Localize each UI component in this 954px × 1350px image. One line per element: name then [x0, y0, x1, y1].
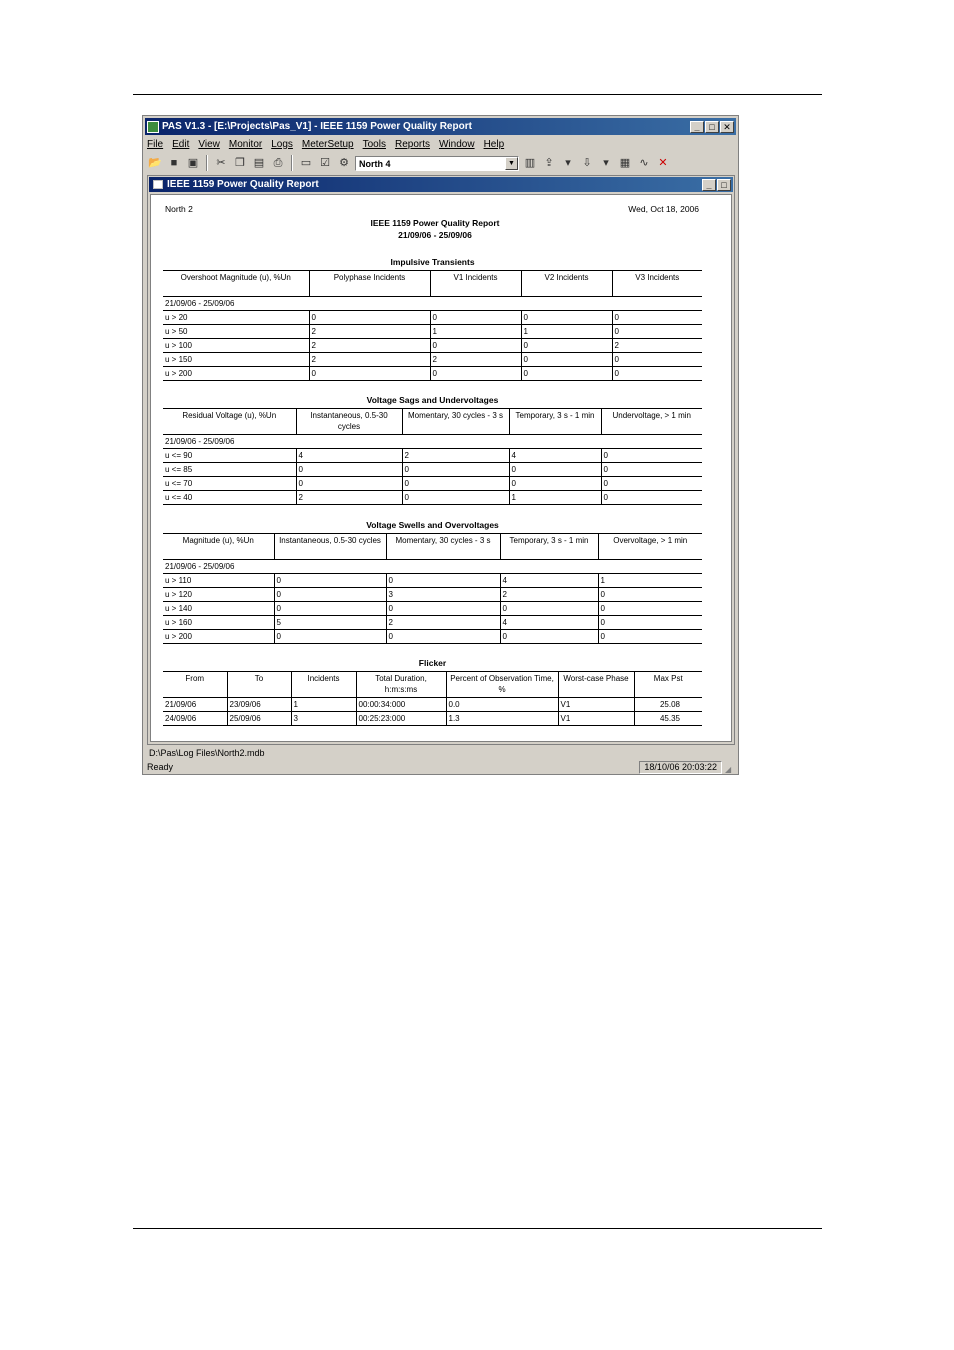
report-site: North 2: [165, 204, 193, 214]
table-cell: 2: [309, 353, 430, 367]
table-cell: 3: [291, 712, 356, 726]
column-header: Worst-case Phase: [558, 672, 634, 698]
table-cell: 0: [274, 574, 386, 588]
table-cell: 0: [296, 463, 402, 477]
table-row: [163, 698, 702, 712]
table-cell: 1: [291, 698, 356, 712]
table-cell: 0: [274, 630, 386, 644]
chart-icon[interactable]: ▦: [619, 156, 631, 169]
table-cell: 0: [402, 477, 509, 491]
flicker-title: Flicker: [418, 658, 447, 668]
menu-metersetup[interactable]: MeterSetup: [301, 138, 354, 150]
report-child-window: [147, 175, 735, 745]
table-cell: 0: [598, 616, 702, 630]
column-header: Percent of Observation Time, %: [446, 672, 558, 698]
column-header: To: [227, 672, 291, 698]
table-row: [163, 712, 702, 726]
table-cell: 2: [500, 588, 598, 602]
sags-title: Voltage Sags and Undervoltages: [366, 395, 499, 405]
column-header: V2 Incidents: [521, 271, 612, 297]
table-cell: 1: [509, 491, 601, 505]
table-cell: 2: [296, 491, 402, 505]
column-header: Momentary, 30 cycles - 3 s: [386, 534, 500, 560]
toolbar: [147, 153, 734, 173]
table-row: [163, 574, 702, 588]
table-row: [163, 588, 702, 602]
table-cell: 0: [500, 602, 598, 616]
table-cell: u > 120: [163, 588, 274, 602]
cut-icon[interactable]: ✂: [216, 156, 226, 169]
swells-title: Voltage Swells and Overvoltages: [366, 520, 499, 530]
table-cell: 21/09/06: [163, 698, 227, 712]
table-cell: 4: [500, 574, 598, 588]
report-title: IEEE 1159 Power Quality Report: [370, 218, 500, 228]
table-cell: 0: [500, 630, 598, 644]
table-cell: 0: [601, 449, 702, 463]
table-cell: 3: [386, 588, 500, 602]
site-selector-value: North 4: [359, 158, 391, 169]
table-cell: 0: [612, 311, 702, 325]
table-cell: 0: [612, 325, 702, 339]
file-path-bar: D:\Pas\Log Files\North2.mdb: [149, 748, 265, 758]
table-cell: V1: [558, 698, 634, 712]
table-cell: 1: [521, 325, 612, 339]
table-cell: 2: [309, 339, 430, 353]
connect-icon[interactable]: ⚙: [339, 156, 349, 169]
impulsive-title: Impulsive Transients: [390, 257, 475, 267]
column-header: Momentary, 30 cycles - 3 s: [402, 409, 509, 435]
table-cell: u <= 40: [163, 491, 296, 505]
table-cell: 00:00:34:000: [356, 698, 446, 712]
table-cell: u > 160: [163, 616, 274, 630]
table-row: [163, 339, 702, 353]
chevron-down-icon[interactable]: ▼: [505, 157, 518, 170]
menu-file[interactable]: File: [147, 138, 164, 150]
app-icon: [147, 121, 159, 133]
table-cell: 0: [601, 477, 702, 491]
table-cell: 0: [430, 311, 521, 325]
menu-tools[interactable]: Tools: [362, 138, 386, 150]
toolbar-separator: [206, 155, 208, 171]
column-header: V1 Incidents: [430, 271, 521, 297]
column-header: Residual Voltage (u), %Un: [163, 409, 296, 435]
upload-icon[interactable]: ⇪: [544, 156, 554, 169]
table-cell: 25/09/06: [227, 712, 291, 726]
column-header: Polyphase Incidents: [309, 271, 430, 297]
report-date: Wed, Oct 18, 2006: [628, 204, 699, 214]
table-cell: u <= 85: [163, 463, 296, 477]
table-row: [163, 353, 702, 367]
table-cell: 0: [598, 630, 702, 644]
table-cell: 0: [521, 339, 612, 353]
save-icon[interactable]: ■: [170, 156, 178, 169]
table-cell: 0: [612, 367, 702, 381]
table-cell: 2: [430, 353, 521, 367]
table-cell: u > 50: [163, 325, 309, 339]
column-header: V3 Incidents: [612, 271, 702, 297]
table-row: [163, 477, 702, 491]
table-cell: u > 100: [163, 339, 309, 353]
column-header: Undervoltage, > 1 min: [601, 409, 702, 435]
table-cell: 0: [274, 588, 386, 602]
report-content[interactable]: [150, 194, 732, 742]
close-button[interactable]: ✕: [720, 121, 734, 133]
toolbar-separator: [291, 155, 293, 171]
table-row: [163, 616, 702, 630]
table-cell: 0: [601, 463, 702, 477]
table-row: [163, 367, 702, 381]
status-text: Ready: [147, 762, 174, 772]
table-cell: 1: [430, 325, 521, 339]
table-cell: 5: [274, 616, 386, 630]
table-cell: 0: [402, 463, 509, 477]
table-view-icon[interactable]: ▥: [524, 156, 536, 169]
table-cell: 25.08: [634, 698, 702, 712]
table-row: [163, 491, 702, 505]
page-bottom-rule: [133, 1228, 822, 1229]
table-cell: 0: [521, 353, 612, 367]
menu-logs[interactable]: Logs: [271, 138, 293, 150]
table-cell: 1: [598, 574, 702, 588]
document-icon: [153, 180, 163, 189]
column-header: Temporary, 3 s - 1 min: [509, 409, 601, 435]
table-row: [163, 311, 702, 325]
period-cell: 21/09/06 - 25/09/06: [163, 560, 702, 574]
child-minimize-button[interactable]: _: [702, 179, 716, 191]
table-row: [163, 325, 702, 339]
app-title: PAS V1.3 - [E:\Projects\Pas_V1] - IEEE 1159 Power Quality Report: [162, 121, 472, 132]
table-cell: 0: [601, 491, 702, 505]
table-cell: 0: [296, 477, 402, 491]
export-icon[interactable]: ▭: [300, 156, 312, 169]
menu-reports[interactable]: Reports: [394, 138, 430, 150]
swells-table: [163, 533, 702, 644]
table-cell: 24/09/06: [163, 712, 227, 726]
table-cell: u <= 70: [163, 477, 296, 491]
table-cell: V1: [558, 712, 634, 726]
app-titlebar[interactable]: [145, 118, 736, 135]
table-cell: u > 110: [163, 574, 274, 588]
paste-icon[interactable]: ▤: [253, 156, 265, 169]
table-cell: 0: [402, 491, 509, 505]
menu-edit[interactable]: Edit: [172, 138, 190, 150]
table-cell: 00:25:23:000: [356, 712, 446, 726]
menu-window[interactable]: Window: [438, 138, 475, 150]
open-folder-icon[interactable]: 📂: [148, 156, 162, 169]
table-row: [163, 630, 702, 644]
table-cell: 0: [612, 353, 702, 367]
table-cell: 0: [521, 311, 612, 325]
table-cell: 2: [386, 616, 500, 630]
column-header: Instantaneous, 0.5-30 cycles: [274, 534, 386, 560]
table-cell: 0: [309, 311, 430, 325]
column-header: Total Duration, h:m:s:ms: [356, 672, 446, 698]
sags-table: [163, 408, 702, 505]
column-header: Max Pst: [634, 672, 702, 698]
dropdown-arrow-icon[interactable]: ▾: [603, 156, 609, 169]
child-title: IEEE 1159 Power Quality Report: [167, 179, 319, 190]
minimize-button[interactable]: _: [690, 121, 704, 133]
column-header: Magnitude (u), %Un: [163, 534, 274, 560]
table-cell: 2: [612, 339, 702, 353]
table-cell: 2: [309, 325, 430, 339]
table-cell: u > 140: [163, 602, 274, 616]
menu-help[interactable]: Help: [483, 138, 505, 150]
column-header: Instantaneous, 0.5-30 cycles: [296, 409, 402, 435]
menu-view[interactable]: View: [198, 138, 220, 150]
table-cell: 4: [296, 449, 402, 463]
menu-monitor[interactable]: Monitor: [228, 138, 263, 150]
column-header: Overvoltage, > 1 min: [598, 534, 702, 560]
waveform-icon[interactable]: ∿: [639, 156, 649, 169]
table-cell: u <= 90: [163, 449, 296, 463]
copy-icon[interactable]: ❐: [235, 156, 245, 169]
table-cell: 0: [598, 602, 702, 616]
dropdown-arrow-icon[interactable]: ▾: [565, 156, 571, 169]
table-cell: 2: [402, 449, 509, 463]
flicker-table: [163, 671, 702, 726]
print-icon[interactable]: ⎙: [273, 156, 283, 169]
table-cell: 45.35: [634, 712, 702, 726]
report-title-block: [151, 217, 719, 241]
table-cell: u > 200: [163, 630, 274, 644]
table-cell: 4: [500, 616, 598, 630]
properties-icon[interactable]: ☑: [320, 156, 330, 169]
table-cell: 0: [509, 477, 601, 491]
table-cell: u > 200: [163, 367, 309, 381]
status-bar: [145, 760, 736, 774]
child-titlebar[interactable]: [149, 177, 733, 192]
table-cell: 0: [430, 367, 521, 381]
table-cell: 0: [309, 367, 430, 381]
column-header: From: [163, 672, 227, 698]
table-cell: u > 150: [163, 353, 309, 367]
column-header: Overshoot Magnitude (u), %Un: [163, 271, 309, 297]
table-cell: 0: [598, 588, 702, 602]
table-cell: 23/09/06: [227, 698, 291, 712]
save-all-icon[interactable]: ▣: [187, 156, 199, 169]
table-cell: 0: [430, 339, 521, 353]
table-cell: 1.3: [446, 712, 558, 726]
stop-icon[interactable]: ✕: [658, 156, 668, 169]
menu-bar: [147, 136, 734, 152]
period-cell: 21/09/06 - 25/09/06: [163, 435, 702, 449]
table-cell: 0: [386, 574, 500, 588]
site-selector[interactable]: [355, 156, 519, 171]
child-restore-button[interactable]: □: [717, 179, 731, 191]
table-cell: 0.0: [446, 698, 558, 712]
table-row: [163, 602, 702, 616]
impulsive-table: [163, 270, 702, 381]
table-cell: 0: [274, 602, 386, 616]
download-icon[interactable]: ⇩: [582, 156, 592, 169]
resize-grip-icon[interactable]: ◢: [725, 765, 732, 774]
maximize-button[interactable]: □: [705, 121, 719, 133]
column-header: Temporary, 3 s - 1 min: [500, 534, 598, 560]
column-header: Incidents: [291, 672, 356, 698]
status-datetime: 18/10/06 20:03:22: [639, 761, 722, 774]
table-cell: 4: [509, 449, 601, 463]
table-row: [163, 449, 702, 463]
table-cell: 0: [521, 367, 612, 381]
table-row: [163, 463, 702, 477]
page-top-rule: [133, 94, 822, 95]
table-cell: u > 20: [163, 311, 309, 325]
table-cell: 0: [386, 630, 500, 644]
period-cell: 21/09/06 - 25/09/06: [163, 297, 702, 311]
table-cell: 0: [509, 463, 601, 477]
pas-application-window: [142, 115, 739, 775]
table-cell: 0: [386, 602, 500, 616]
report-period: 21/09/06 - 25/09/06: [398, 230, 472, 240]
